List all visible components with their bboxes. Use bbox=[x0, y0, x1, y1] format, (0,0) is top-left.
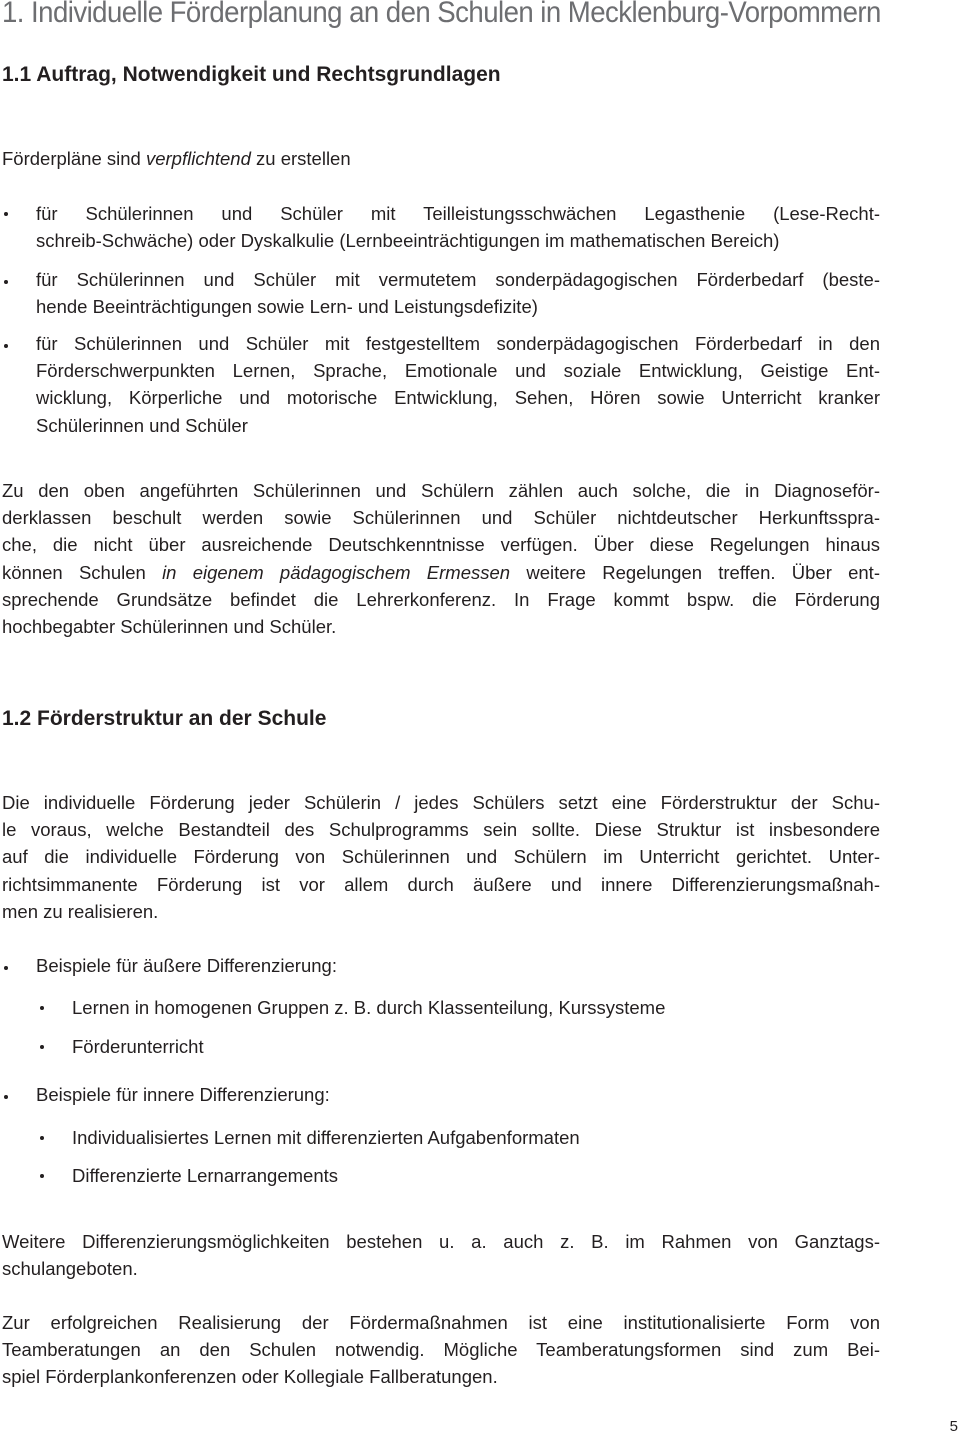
sub-bullet-dot bbox=[40, 1006, 44, 1010]
sub-bullet-item: Lernen in homogenen Gruppen z. B. durch Klassenteilung, Kurssysteme bbox=[72, 997, 666, 1018]
paragraph-structure: Die individuelle Förderung jeder Schülerin / jedes Schülers setzt eine Förderstruktur der Schu- le voraus, welche Bestandteil des Schulprogramms sein sollte. Diese Struktur ist insbesondere auf die individuelle Förderung von Schülerinnen und Schülern im Unterricht gerichtet. Unter- richtsimmanente Förderung ist vor allem durch äußere und innere Differenzierungsmaßnah- men zu realisieren. bbox=[2, 792, 880, 922]
sub-bullet-dot bbox=[40, 1136, 44, 1140]
bullet-item: für Schülerinnen und Schüler mit Teilleistungsschwächen Legasthenie (Lese-Recht- schreib-Schwäche) oder Dyskalkulie (Lernbeeinträchtigungen im mathematischen Bereich) bbox=[36, 203, 880, 252]
sub-bullet-dot bbox=[40, 1174, 44, 1178]
page-title: 1. Individuelle Förderplanung an den Schulen in Mecklenburg-Vorpommern bbox=[2, 0, 881, 29]
bullet-dot bbox=[4, 212, 8, 216]
inner-differentiation-label: Beispiele für innere Differenzierung: bbox=[36, 1084, 330, 1105]
bullet-dot bbox=[4, 1095, 8, 1099]
paragraph-closing: Zur erfolgreichen Realisierung der Fördermaßnahmen ist eine institutionalisierte Form von Teamberatungen an den Schulen notwendig. Mögliche Teamberatungsformen sind zum Bei- spiel Förderplankonferenzen oder Kollegiale Fallberatungen. bbox=[2, 1312, 880, 1388]
sub-bullet-item: Individualisiertes Lernen mit differenzierten Aufgabenformaten bbox=[72, 1127, 580, 1148]
bullet-item: für Schülerinnen und Schüler mit vermutetem sonderpädagogischen Förderbedarf (beste- hende Beeinträchtigungen sowie Lern- und Leistungsdefizite) bbox=[36, 269, 880, 318]
sub-bullet-item: Differenzierte Lernarrangements bbox=[72, 1165, 338, 1186]
paragraph-further: Weitere Differenzierungsmöglichkeiten bestehen u. a. auch z. B. im Rahmen von Ganztags- schulangeboten. bbox=[2, 1231, 880, 1280]
page-number: 5 bbox=[949, 1418, 958, 1435]
sub-bullet-item: Förderunterricht bbox=[72, 1036, 204, 1057]
emphasis-ermessen: in eigenem pädagogischem Ermessen bbox=[162, 561, 511, 583]
bullet-dot bbox=[4, 280, 8, 284]
section-heading-1-1: 1.1 Auftrag, Notwendigkeit und Rechtsgrundlagen bbox=[2, 63, 501, 86]
outer-differentiation-label: Beispiele für äußere Differenzierung: bbox=[36, 955, 337, 976]
paragraph-target-groups: Zu den oben angeführten Schülerinnen und Schülern zählen auch solche, die in Diagnoseför- derklassen beschult werden sowie Schülerinnen und Schüler nichtdeutscher Herkunftsspra- che, die nicht über ausreichende Deutschkenntnisse verfügen. Über diese Regelungen hinaus können Schulen in eigenem pädagogischem Ermessen weitere Regelungen treffen. Über ent- sprechende Grundsätze befindet die Lehrerkonferenz. In Frage kommt bspw. die Förderung hochbegabter Schülerinnen und Schüler. bbox=[2, 480, 880, 638]
bullet-item: für Schülerinnen und Schüler mit festgestelltem sonderpädagogischen Förderbedarf in den Förderschwerpunkten Lernen, Sprache, Emotionale und soziale Entwicklung, Geistige Ent- wicklung, Körperliche und motorische Entwicklung, Sehen, Hören sowie Unterricht kranker Schülerinnen und Schüler bbox=[36, 333, 880, 436]
bullet-dot bbox=[4, 966, 8, 970]
sub-bullet-dot bbox=[40, 1045, 44, 1049]
emphasis-verpflichtend: verpflichtend bbox=[145, 148, 251, 169]
intro-sentence: Förderpläne sind verpflichtend zu erstellen bbox=[2, 148, 351, 169]
bullet-dot bbox=[4, 344, 8, 348]
section-heading-1-2: 1.2 Förderstruktur an der Schule bbox=[2, 707, 327, 730]
